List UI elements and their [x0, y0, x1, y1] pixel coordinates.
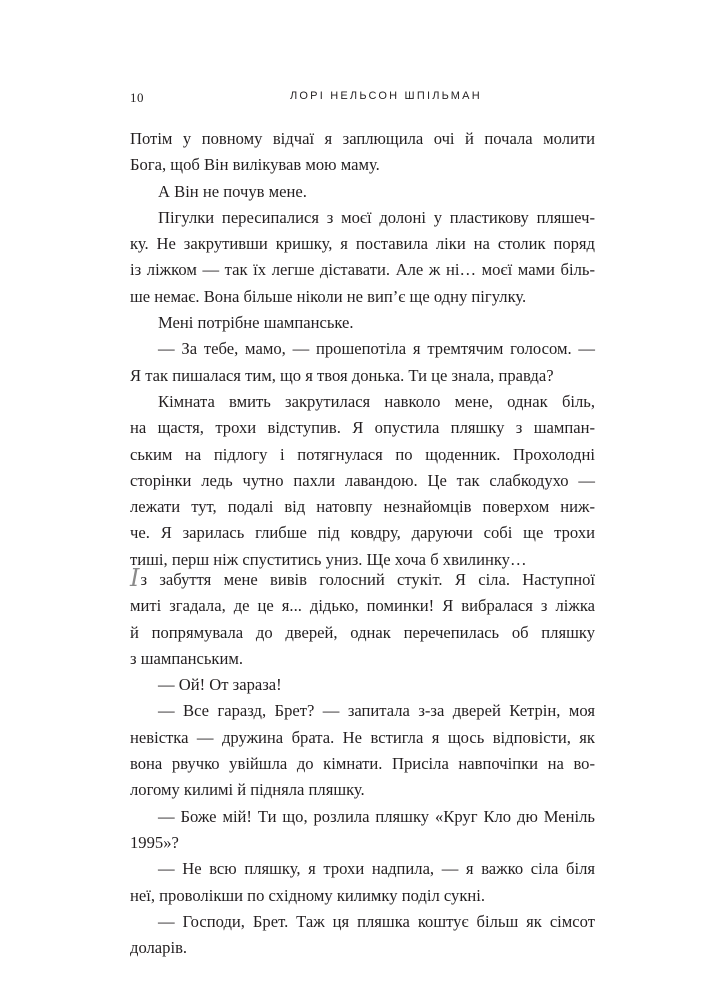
text-line: з шампанським. — [130, 648, 243, 668]
text-line-first: з забуття мене вивів голосний стукіт. Я сіла. Наступної — [140, 570, 595, 589]
text-line: й попрямувала до дверей, однак перечепилась об пляшку — [130, 622, 595, 642]
text-line: миті згадала, де це я... дідько, поминки! Я вибралася з ліжка — [130, 596, 595, 616]
text-line: че. Я зарилась глибше під ковдру, даруючи собі ще трохи — [130, 523, 595, 543]
page-number: 10 — [130, 90, 144, 105]
text-line: Бога, щоб Він вилікував мою маму. — [130, 155, 380, 175]
text-line: доларів. — [130, 938, 188, 958]
text-line: — Не всю пляшку, я трохи надпила, — я важко сіла біля — [158, 859, 595, 879]
text-line: А Він не почув мене. — [158, 181, 307, 201]
text-line: — За тебе, мамо, — прошепотіла я тремтячим голосом. — — [158, 339, 595, 359]
text-line: на щастя, трохи відступив. Я опустила пляшку з шампан- — [130, 418, 595, 438]
text-line-with-drop-cap — [130, 564, 595, 593]
text-line: — Все гаразд, Брет? — запитала з-за дверей Кетрін, моя — [158, 701, 595, 721]
text-line: Кімната вмить закрутилася навколо мене, однак біль, — [158, 391, 595, 411]
drop-cap: І — [130, 564, 140, 592]
text-block-1 — [130, 126, 595, 573]
text-line: — Боже мій! Ти що, розлила пляшку «Круг Кло дю Меніль — [158, 806, 595, 826]
text-line: ським на підлогу і потягнулася по щоденник. Прохолодні — [130, 444, 595, 464]
running-head: ЛОРІ НЕЛЬСОН ШПІЛЬМАН — [290, 90, 482, 102]
text-line: Пігулки пересипалися з моєї долоні у пластикову пляшеч- — [158, 207, 595, 227]
text-block-2 — [130, 564, 595, 961]
text-line: ку. Не закрутивши кришку, я поставила ліки на столик поряд — [130, 234, 595, 254]
text-line: логому килимі й підняла пляшку. — [130, 780, 365, 800]
text-line: Потім у повному відчаї я заплющила очі й почала молити — [130, 129, 595, 148]
text-line: Я так пишалася тим, що я твоя донька. Ти це знала, правда? — [130, 365, 554, 385]
text-line: 1995»? — [130, 832, 179, 852]
text-line: ше немає. Вона більше ніколи не вип’є ще одну пігулку. — [130, 286, 527, 306]
text-line: — Господи, Брет. Таж ця пляшка коштує більш як сімсот — [158, 911, 595, 931]
text-line: неї, проволікши по східному килимку поділ сукні. — [130, 885, 486, 905]
text-line: вона рвучко увійшла до кімнати. Присіла навпочіпки на во- — [130, 754, 595, 774]
text-line: невістка — дружина брата. Не встигла я щось відповісти, як — [130, 727, 595, 747]
text-line: із ліжком — так їх легше діставати. Але ж ні… моєї мами біль- — [130, 260, 595, 280]
text-line: сторінки ледь чутно пахли лавандою. Це так слабкодухо — — [130, 470, 595, 490]
text-line: лежати тут, подалі від натовпу незнайомців поверхом ниж- — [130, 497, 595, 517]
text-line: тиші, перш ніж спуститись униз. Ще хоча б хвилинку… — [130, 549, 527, 569]
text-line: Мені потрібне шампанське. — [158, 313, 354, 333]
text-line: — Ой! От зараза! — [158, 675, 282, 695]
